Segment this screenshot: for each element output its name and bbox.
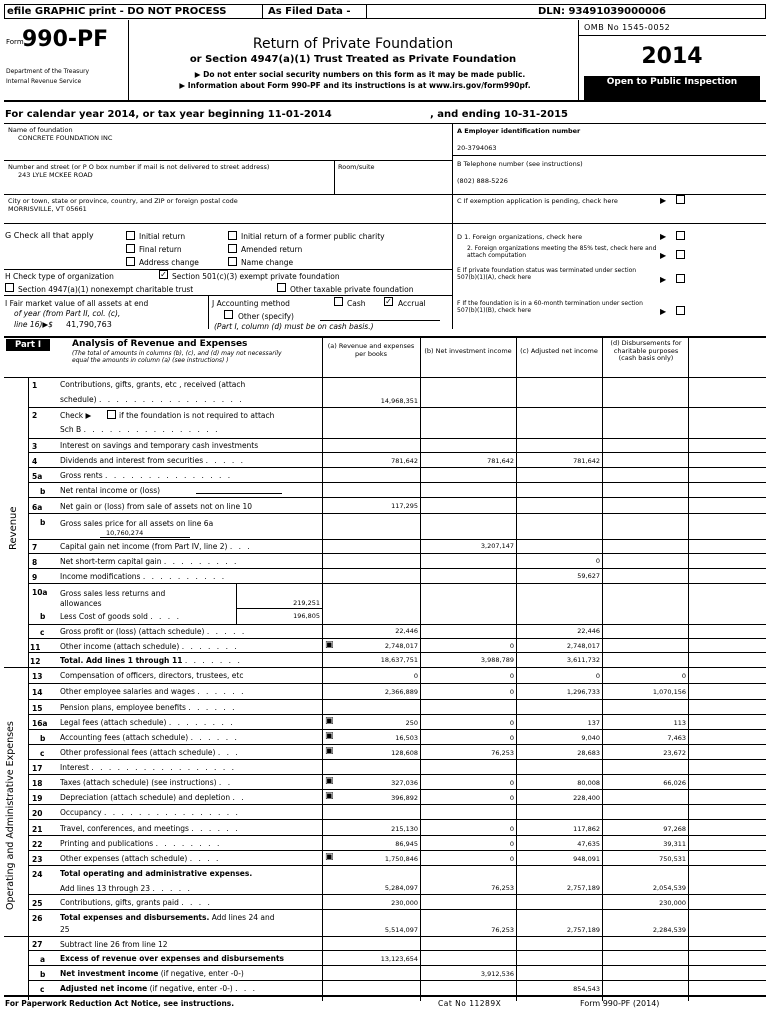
line-number: 16a xyxy=(32,719,48,728)
line-13-col-c: 0 xyxy=(595,672,600,680)
attachment-icon[interactable]: ▣ xyxy=(325,791,334,801)
line-number: 8 xyxy=(32,558,38,567)
name-change-checkbox[interactable] xyxy=(228,257,237,266)
phone-value: (802) 888-5226 xyxy=(457,177,508,185)
arrow-icon: ▶ xyxy=(660,275,667,284)
dln-label: DLN: 93491039000006 xyxy=(538,6,666,17)
tax-year-end: , and ending 10-31-2015 xyxy=(430,109,568,120)
tax-year-begin: For calendar year 2014, or tax year beginning 11-01-2014 xyxy=(5,109,332,120)
line-21-col-c: 117,862 xyxy=(573,825,600,833)
sch-b-checkbox[interactable] xyxy=(107,410,116,419)
line-16c-col-c: 28,683 xyxy=(577,749,600,757)
room-suite-label: Room/suite xyxy=(338,163,375,171)
line-26-desc: Total expenses and disbursements. Add lines 24 and xyxy=(60,913,275,922)
line-23-desc: Other expenses (attach schedule) . . . . xyxy=(60,854,221,863)
line-10c-col-c: 22,446 xyxy=(577,627,600,635)
line-number: b xyxy=(40,970,46,979)
line-12-col-a: 18,637,751 xyxy=(380,656,418,664)
other-method-checkbox[interactable] xyxy=(224,310,233,319)
line-number: 18 xyxy=(32,779,43,788)
line-3-desc: Interest on savings and temporary cash investments xyxy=(60,441,259,450)
line-14-col-d: 1,070,156 xyxy=(652,688,686,696)
status-terminated-label: E If private foundation status was terminated under section 507(b)(1)(A), check here xyxy=(457,267,637,281)
line-11-col-b: 0 xyxy=(509,642,514,650)
line-number: 3 xyxy=(32,442,38,451)
street-address: 243 LYLE MCKEE ROAD xyxy=(18,171,93,179)
line-26-col-a: 5,514,097 xyxy=(384,926,418,934)
line-16b-col-d: 7,463 xyxy=(667,734,686,742)
line-6a-desc: Net gain or (loss) from sale of assets not on line 10 xyxy=(60,502,253,511)
line-21-col-b: 0 xyxy=(509,825,514,833)
line-number: 21 xyxy=(32,825,43,834)
final-return-label: Final return xyxy=(139,245,182,254)
line-6b-desc: Gross sales price for all assets on line 6a xyxy=(60,519,214,528)
line-number: 6a xyxy=(32,503,43,512)
city-value: MORRISVILLE, VT 05661 xyxy=(8,205,87,213)
line-number: 25 xyxy=(32,899,43,908)
foundation-name-label: Name of foundation xyxy=(8,126,73,134)
line-10a-value: 219,251 xyxy=(293,599,320,607)
ein-value: 20-3794063 xyxy=(457,144,497,152)
other-method-label: Other (specify) xyxy=(238,312,294,321)
line-11-col-a: 2,748,017 xyxy=(384,642,418,650)
line-2-desc-b: if the foundation is not required to attach xyxy=(119,411,275,420)
line-16b-desc: Accounting fees (attach schedule) . . . . . . xyxy=(60,733,239,742)
section-g-label: G Check all that apply xyxy=(5,231,94,240)
attachment-icon[interactable]: ▣ xyxy=(325,731,334,741)
line-7-col-b: 3,207,147 xyxy=(480,542,514,550)
line-number: 24 xyxy=(32,870,43,879)
sixty-month-checkbox[interactable] xyxy=(676,306,685,315)
line-number: 9 xyxy=(32,573,38,582)
col-c-header: (c) Adjusted net income xyxy=(520,347,598,355)
line-21-desc: Travel, conferences, and meetings . . . . . . xyxy=(60,824,240,833)
line-27-desc: Subtract line 26 from line 12 xyxy=(60,940,168,949)
line-number: 4 xyxy=(32,457,38,466)
part-1-title: Analysis of Revenue and Expenses xyxy=(72,339,248,349)
exemption-pending-label: C If exemption application is pending, check here xyxy=(457,197,618,205)
line-number: 7 xyxy=(32,543,38,552)
line-26-col-b: 76,253 xyxy=(491,926,514,934)
fmv-label-1: I Fair market value of all assets at end xyxy=(5,299,149,308)
line-24-desc: Total operating and administrative expenses. xyxy=(60,869,253,878)
foundation-name: CONCRETE FOUNDATION INC xyxy=(18,134,113,142)
form-title: Return of Private Foundation xyxy=(252,36,454,52)
line-number: 27 xyxy=(32,940,43,949)
line-24-col-c: 2,757,189 xyxy=(566,884,600,892)
line-16a-col-c: 137 xyxy=(587,719,600,727)
info-note: ▶ Information about Form 990-PF and its instructions is at www.irs.gov/form990pf. xyxy=(179,81,531,90)
line-6b-value: 10,760,274 xyxy=(106,529,144,537)
line-20-desc: Occupancy . . . . . . . . . . . . . . . . xyxy=(60,808,240,817)
line-19-desc: Depreciation (attach schedule) and depletion . . xyxy=(60,793,246,802)
attachment-icon[interactable]: ▣ xyxy=(325,746,334,756)
section-h-label: H Check type of organization xyxy=(5,272,114,281)
attachment-icon[interactable]: ▣ xyxy=(325,776,334,786)
line-22-col-a: 86,945 xyxy=(395,840,418,848)
line-9-desc: Income modifications . . . . . . . . . . xyxy=(60,572,227,581)
line-16b-col-c: 9,040 xyxy=(581,734,600,742)
line-23-col-a: 1,750,846 xyxy=(384,855,418,863)
line-number: b xyxy=(40,487,46,496)
line-18-col-d: 66,026 xyxy=(663,779,686,787)
amended-return-label: Amended return xyxy=(241,245,303,254)
line-number: 1 xyxy=(32,381,38,390)
ssn-note: ▶ Do not enter social security numbers on this form as it may be made public. xyxy=(194,70,526,79)
line-13-col-d: 0 xyxy=(681,672,686,680)
dept-irs: Internal Revenue Service xyxy=(6,78,82,85)
section-4947-checkbox[interactable] xyxy=(5,283,14,292)
line-11-col-c: 2,748,017 xyxy=(566,642,600,650)
line-14-col-a: 2,366,889 xyxy=(384,688,418,696)
line-10a-desc: Gross sales less returns and xyxy=(60,589,166,598)
initial-return-former-label: Initial return of a former public charity xyxy=(241,232,385,241)
line-number: 26 xyxy=(32,914,43,923)
line-24-desc-2: Add lines 13 through 23 . . . . . xyxy=(60,884,192,893)
line-24-col-a: 5,284,097 xyxy=(384,884,418,892)
attachment-icon[interactable]: ▣ xyxy=(325,716,334,726)
other-taxable-label: Other taxable private foundation xyxy=(290,285,414,294)
line-number: 22 xyxy=(32,840,43,849)
initial-return-former-checkbox[interactable] xyxy=(228,231,237,240)
fmv-label-2: of year (from Part II, col. (c), xyxy=(14,309,121,318)
line-19-col-b: 0 xyxy=(509,794,514,802)
exemption-pending-checkbox[interactable] xyxy=(676,195,685,204)
section-501c3-label: Section 501(c)(3) exempt private foundation xyxy=(172,272,340,281)
arrow-icon: ▶ xyxy=(660,307,667,316)
part-1-title-note: (The total of amounts in columns (b), (c), and (d) may not necessarily equal the amounts in column (a) (see instructions) ) xyxy=(72,350,282,364)
line-25-col-a: 230,000 xyxy=(391,899,418,907)
line-22-desc: Printing and publications . . . . . . . . xyxy=(60,839,222,848)
line-1-desc: Contributions, gifts, grants, etc , received (attach xyxy=(60,380,246,389)
line-number: 23 xyxy=(32,855,43,864)
line-2-desc-2: Sch B . . . . . . . . . . . . . . . . xyxy=(60,425,220,434)
line-5b-desc: Net rental income or (loss) xyxy=(60,486,161,495)
expenses-side-label: Operating and Administrative Expenses xyxy=(5,721,16,910)
line-7-desc: Capital gain net income (from Part IV, line 2) . . . xyxy=(60,542,252,551)
street-label: Number and street (or P O box number if mail is not delivered to street address) xyxy=(8,163,270,171)
address-change-label: Address change xyxy=(139,258,199,267)
footer-cat-number: Cat No 11289X xyxy=(438,999,502,1008)
line-27c-col-c: 854,543 xyxy=(573,985,600,993)
cash-checkbox[interactable] xyxy=(334,297,343,306)
line-27b-desc: Net investment income (if negative, enter -0-) xyxy=(60,969,244,978)
cash-label: Cash xyxy=(347,299,366,308)
line-22-col-c: 47,635 xyxy=(577,840,600,848)
line-17-desc: Interest . . . . . . . . . . . . . . . . . xyxy=(60,763,236,772)
line-27b-col-b: 3,912,536 xyxy=(480,970,514,978)
line-number: 13 xyxy=(32,672,43,681)
section-501c3-checkbox[interactable]: ✓ xyxy=(160,270,167,279)
line-25-desc: Contributions, gifts, grants paid . . . . xyxy=(60,898,212,907)
line-18-col-a: 327,036 xyxy=(391,779,418,787)
form-prefix: Form xyxy=(6,38,24,46)
line-number: b xyxy=(40,734,46,743)
line-9-col-c: 59,627 xyxy=(577,572,600,580)
line-19-col-a: 396,892 xyxy=(391,794,418,802)
other-taxable-checkbox[interactable] xyxy=(277,283,286,292)
line-number: b xyxy=(40,518,46,527)
cash-basis-note: (Part I, column (d) must be on cash basis.) xyxy=(214,322,374,331)
initial-return-label: Initial return xyxy=(139,232,186,241)
line-4-col-b: 781,642 xyxy=(487,457,514,465)
line-24-col-b: 76,253 xyxy=(491,884,514,892)
line-18-col-b: 0 xyxy=(509,779,514,787)
line-22-col-b: 0 xyxy=(509,840,514,848)
name-change-label: Name change xyxy=(241,258,294,267)
line-24-col-d: 2,054,539 xyxy=(652,884,686,892)
foreign-org-label: D 1. Foreign organizations, check here xyxy=(457,233,583,241)
line-14-col-b: 0 xyxy=(509,688,514,696)
accounting-method-label: J Accounting method xyxy=(212,299,290,308)
final-return-checkbox[interactable] xyxy=(126,244,135,253)
line-number: 15 xyxy=(32,704,43,713)
col-d-header: (d) Disbursements for charitable purposes (cash basis only) xyxy=(610,339,682,362)
line-number: c xyxy=(40,749,45,758)
line-27a-desc: Excess of revenue over expenses and disbursements xyxy=(60,954,285,963)
attachment-icon[interactable]: ▣ xyxy=(325,640,334,650)
line-22-col-d: 39,311 xyxy=(663,840,686,848)
line-4-col-a: 781,642 xyxy=(391,457,418,465)
arrow-icon: ▶ xyxy=(660,251,667,260)
line-8-desc: Net short-term capital gain . . . . . . . . . xyxy=(60,557,239,566)
line-16c-col-b: 76,253 xyxy=(491,749,514,757)
ein-label: A Employer identification number xyxy=(457,127,581,135)
arrow-icon: ▶ xyxy=(660,232,667,241)
line-number: b xyxy=(40,612,46,621)
sixty-month-label: F If the foundation is in a 60-month termination under section 507(b)(1)(B), check here xyxy=(457,300,643,314)
line-13-col-b: 0 xyxy=(509,672,514,680)
line-26-desc-2: 25 xyxy=(60,925,70,934)
line-8-col-c: 0 xyxy=(595,557,600,565)
arrow-icon: ▶ xyxy=(660,196,667,205)
status-terminated-checkbox[interactable] xyxy=(676,274,685,283)
accrual-label: Accrual xyxy=(398,299,426,308)
line-16a-col-b: 0 xyxy=(509,719,514,727)
tax-year-badge: 2014 xyxy=(641,44,703,69)
line-27a-col-a: 13,123,654 xyxy=(380,955,418,963)
line-16c-col-d: 23,672 xyxy=(663,749,686,757)
line-14-col-c: 1,296,733 xyxy=(566,688,600,696)
foreign-85-checkbox[interactable] xyxy=(676,250,685,259)
line-16b-col-a: 16,503 xyxy=(395,734,418,742)
line-12-col-b: 3,988,789 xyxy=(480,656,514,664)
city-label: City or town, state or province, country, and ZIP or foreign postal code xyxy=(8,197,238,205)
part-1-tag: Part I xyxy=(6,339,50,351)
fmv-label-3: line 16)▶$ xyxy=(14,320,53,329)
phone-label: B Telephone number (see instructions) xyxy=(457,160,583,168)
line-21-col-d: 97,268 xyxy=(663,825,686,833)
line-number: c xyxy=(40,985,45,994)
section-4947-label: Section 4947(a)(1) nonexempt charitable trust xyxy=(18,285,194,294)
fmv-value: 41,790,763 xyxy=(66,320,112,329)
attachment-icon[interactable]: ▣ xyxy=(325,852,334,862)
line-4-desc: Dividends and interest from securities . . . . . xyxy=(60,456,246,465)
col-b-header: (b) Net investment income xyxy=(424,347,512,355)
line-26-col-c: 2,757,189 xyxy=(566,926,600,934)
line-number: 17 xyxy=(32,764,43,773)
accrual-checkbox[interactable]: ✓ xyxy=(385,297,392,306)
open-to-public-badge: Open to Public Inspection xyxy=(584,76,760,100)
foreign-org-checkbox[interactable] xyxy=(676,231,685,240)
line-1-desc-2: schedule) . . . . . . . . . . . . . . . . . xyxy=(60,395,244,404)
line-25-col-d: 230,000 xyxy=(659,899,686,907)
line-16a-col-a: 250 xyxy=(405,719,418,727)
line-10c-col-a: 22,446 xyxy=(395,627,418,635)
foreign-85-label: 2. Foreign organizations meeting the 85% test, check here and attach computation xyxy=(467,245,657,259)
line-12-desc: Total. Add lines 1 through 11 . . . . . . . xyxy=(60,656,242,665)
address-change-checkbox[interactable] xyxy=(126,257,135,266)
line-16b-col-b: 0 xyxy=(509,734,514,742)
line-6a-col-a: 117,295 xyxy=(391,502,418,510)
line-13-col-a: 0 xyxy=(413,672,418,680)
line-21-col-a: 215,130 xyxy=(391,825,418,833)
line-16c-desc: Other professional fees (attach schedule) . . . xyxy=(60,748,240,757)
line-11-desc: Other income (attach schedule) . . . . . . . xyxy=(60,642,239,651)
line-10b-desc: Less Cost of goods sold . . . . xyxy=(60,612,181,621)
line-16a-desc: Legal fees (attach schedule) . . . . . . . . xyxy=(60,718,235,727)
line-15-desc: Pension plans, employee benefits . . . . . . xyxy=(60,703,237,712)
line-26-col-d: 2,284,539 xyxy=(652,926,686,934)
revenue-side-label: Revenue xyxy=(8,506,19,550)
line-23-col-b: 0 xyxy=(509,855,514,863)
line-10c-desc: Gross profit or (loss) (attach schedule) . . . . . xyxy=(60,627,247,636)
line-number: 11 xyxy=(30,643,41,652)
line-1-col-a: 14,968,351 xyxy=(380,397,418,405)
amended-return-checkbox[interactable] xyxy=(228,244,237,253)
line-16a-col-d: 113 xyxy=(673,719,686,727)
line-18-col-c: 80,008 xyxy=(577,779,600,787)
line-12-col-c: 3,611,732 xyxy=(566,656,600,664)
line-18-desc: Taxes (attach schedule) (see instructions) . . xyxy=(60,778,233,787)
line-number: 19 xyxy=(32,794,43,803)
line-number: c xyxy=(40,628,45,637)
form-number: 990-PF xyxy=(22,27,109,52)
line-16c-col-a: 128,608 xyxy=(391,749,418,757)
line-4-col-c: 781,642 xyxy=(573,457,600,465)
line-number: 2 xyxy=(32,411,38,420)
footer-paperwork-notice: For Paperwork Reduction Act Notice, see instructions. xyxy=(5,999,235,1008)
line-10b-value: 196,805 xyxy=(293,612,320,620)
initial-return-checkbox[interactable] xyxy=(126,231,135,240)
line-number: 12 xyxy=(30,657,41,666)
line-number: 20 xyxy=(32,809,43,818)
footer-form-label: Form 990-PF (2014) xyxy=(580,999,660,1008)
line-19-col-c: 228,400 xyxy=(573,794,600,802)
line-10a-desc-2: allowances xyxy=(60,599,102,608)
line-number: 5a xyxy=(32,472,43,481)
line-14-desc: Other employee salaries and wages . . . . . . xyxy=(60,687,246,696)
dept-treasury: Department of the Treasury xyxy=(6,68,90,75)
line-23-col-d: 750,531 xyxy=(659,855,686,863)
form-subtitle: or Section 4947(a)(1) Trust Treated as Private Foundation xyxy=(189,54,517,65)
line-13-desc: Compensation of officers, directors, trustees, etc xyxy=(60,671,244,680)
line-23-col-c: 948,091 xyxy=(573,855,600,863)
line-5a-desc: Gross rents . . . . . . . . . . . . . . . xyxy=(60,471,233,480)
as-filed-label: As Filed Data - xyxy=(268,6,351,17)
line-number: 14 xyxy=(32,688,43,697)
line-27c-desc: Adjusted net income (if negative, enter -0-) . . . xyxy=(60,984,258,993)
line-number: a xyxy=(40,955,46,964)
col-a-header: (a) Revenue and expenses per books xyxy=(327,342,415,358)
line-number: 10a xyxy=(32,588,48,597)
line-2-desc: Check ▶ xyxy=(60,411,92,420)
omb-number: OMB No 1545-0052 xyxy=(584,23,671,32)
efile-label: efile GRAPHIC print - DO NOT PROCESS xyxy=(7,6,227,17)
